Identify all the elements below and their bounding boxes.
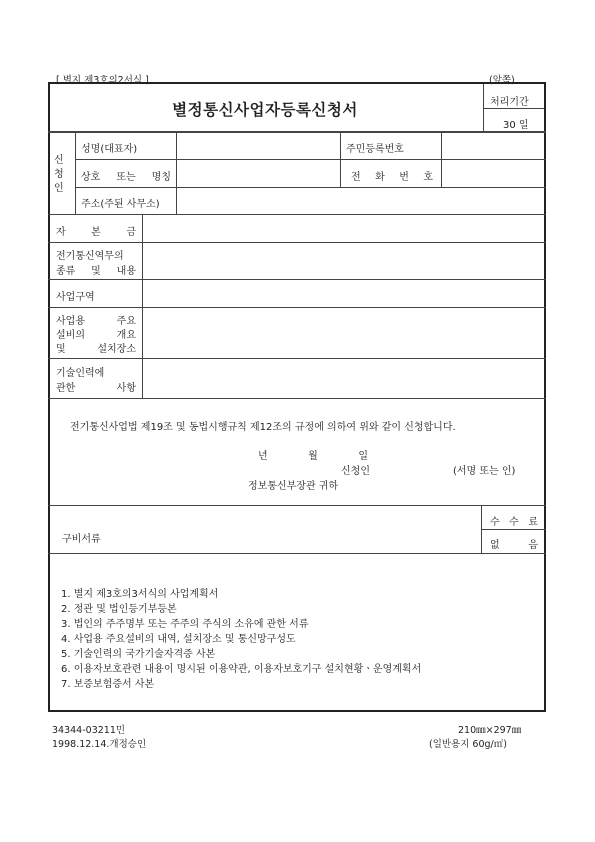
divider xyxy=(48,358,546,359)
capital-label: 자 본 금 xyxy=(56,227,136,238)
service-label-line2: 종류 및 내용 xyxy=(56,266,136,277)
divider xyxy=(481,529,546,530)
tech-label-line1: 기술인력에 xyxy=(56,368,105,379)
tech-label-line2: 관한 사항 xyxy=(56,383,136,394)
address-label: 주소(주된 사무소) xyxy=(81,199,160,210)
divider xyxy=(48,131,546,133)
document-item: 5. 기술인력의 국가기술자격증 사본 xyxy=(61,649,216,660)
area-label: 사업구역 xyxy=(56,292,95,303)
divider xyxy=(75,187,546,188)
divider xyxy=(48,505,546,506)
document-item: 1. 별지 제3호의3서식의 사업계획서 xyxy=(61,589,219,600)
divider xyxy=(75,159,546,160)
divider xyxy=(483,108,544,109)
processing-label: 처리기간 xyxy=(490,97,529,108)
form-title: 별정통신사업자등록신청서 xyxy=(172,101,358,119)
page-side: (앞쪽) xyxy=(489,75,515,86)
paper-size: 210㎜×297㎜ xyxy=(458,725,522,736)
paper-type: (일반용지 60g/㎡) xyxy=(429,739,507,750)
name-label: 성명(대표자) xyxy=(81,144,138,155)
sign-note: (서명 또는 인) xyxy=(453,466,516,477)
divider xyxy=(48,553,546,554)
divider xyxy=(48,214,546,215)
facility-label-line2: 설비의 개요 xyxy=(56,330,136,341)
fee-label: 수 수 료 xyxy=(490,517,538,528)
applicant-signature-label: 신청인 xyxy=(341,466,370,477)
divider xyxy=(176,132,177,214)
divider xyxy=(441,132,442,187)
recipient: 정보통신부장관 귀하 xyxy=(248,481,339,492)
divider xyxy=(48,279,546,280)
document-item: 2. 정관 및 법인등기부등본 xyxy=(61,604,177,615)
phone-label: 전 화 번 호 xyxy=(351,172,433,183)
service-label-line1: 전기통신역무의 xyxy=(56,251,124,262)
applicant-group-label: 신 청 인 xyxy=(54,155,64,194)
divider xyxy=(48,398,546,399)
divider xyxy=(48,242,546,243)
document-item: 6. 이용자보호관련 내용이 명시된 이용약관, 이용자보호기구 설치현황ㆍ운영계획서 xyxy=(61,664,422,675)
form-code: 34344-03211민 xyxy=(52,725,126,736)
documents-label: 구비서류 xyxy=(62,534,101,545)
document-item: 4. 사업용 주요설비의 내역, 설치장소 및 통신망구성도 xyxy=(61,634,296,645)
date-line: 년 월 일 xyxy=(258,451,368,462)
facility-label-line3: 및 설치장소 xyxy=(56,344,136,355)
document-item: 3. 법인의 주주명부 또는 주주의 주식의 소유에 관한 서류 xyxy=(61,619,309,630)
divider xyxy=(48,307,546,308)
divider xyxy=(75,132,76,214)
processing-value: 30 일 xyxy=(503,120,529,131)
facility-label-line1: 사업용 주요 xyxy=(56,316,136,327)
id-number-label: 주민등록번호 xyxy=(346,144,404,155)
divider xyxy=(142,214,143,398)
declaration-statement: 전기통신사업법 제19조 및 동법시행규칙 제12조의 규정에 의하여 위와 같이 신청합니다. xyxy=(70,422,456,433)
fee-value: 없 음 xyxy=(490,540,538,551)
trade-name-label: 상호 또는 명칭 xyxy=(81,172,171,183)
document-item: 7. 보증보험증서 사본 xyxy=(61,679,155,690)
approval-date: 1998.12.14.개정승인 xyxy=(52,739,147,750)
form-number: [ 별지 제3호의2서식 ] xyxy=(56,75,149,86)
divider xyxy=(340,132,341,187)
